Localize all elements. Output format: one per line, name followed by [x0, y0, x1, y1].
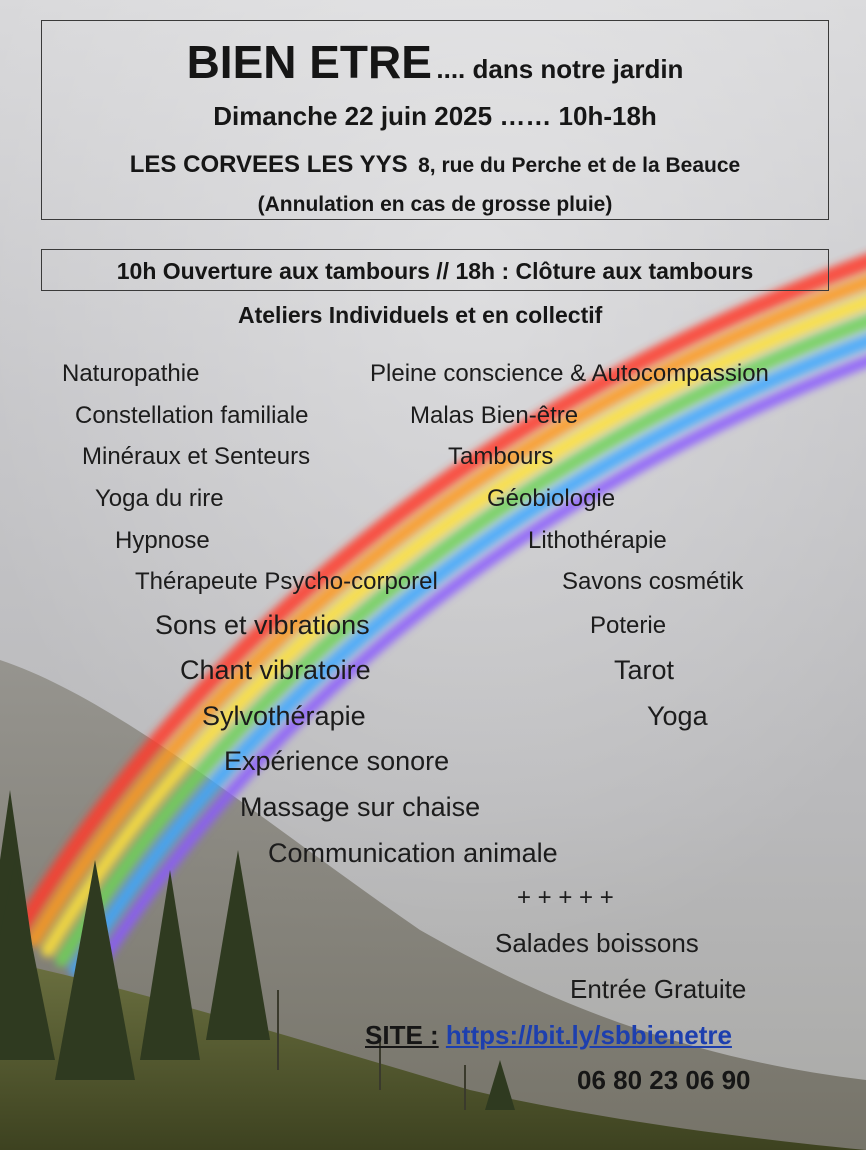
- free-entry: Entrée Gratuite: [570, 974, 747, 1004]
- activity-left: Communication animale: [268, 838, 558, 868]
- activity-left: Constellation familiale: [75, 402, 309, 429]
- activity-left: Thérapeute Psycho-corporel: [135, 568, 438, 595]
- activity-right: Tambours: [448, 443, 554, 470]
- activity-right: Malas Bien-être: [410, 402, 579, 429]
- activity-left: Chant vibratoire: [180, 655, 371, 685]
- activity-left: Hypnose: [115, 527, 210, 554]
- event-title-suffix: .... dans notre jardin: [436, 54, 684, 84]
- header-box: [41, 20, 829, 220]
- event-title: BIEN ETRE: [186, 36, 432, 88]
- activity-right: Yoga: [647, 701, 708, 731]
- activity-right: Lithothérapie: [528, 527, 667, 554]
- activity-right: Géobiologie: [487, 485, 616, 512]
- schedule-text: 10h Ouverture aux tambours // 18h : Clôture aux tambours: [116, 258, 754, 284]
- activity-left: Minéraux et Senteurs: [82, 443, 311, 470]
- title-line: [42, 35, 828, 89]
- activity-right: Pleine conscience & Autocompassion: [370, 360, 769, 387]
- event-address: 8, rue du Perche et de la Beauce: [418, 154, 741, 177]
- activity-left: Massage sur chaise: [240, 792, 481, 822]
- phone-number: 06 80 23 06 90: [577, 1065, 751, 1095]
- site-label: SITE :: [365, 1020, 439, 1050]
- site-line: [365, 1020, 732, 1051]
- activity-right: Poterie: [590, 612, 667, 639]
- event-location: [42, 151, 828, 179]
- food-drinks: Salades boissons: [495, 928, 699, 958]
- plus-separator: + + + + +: [517, 884, 614, 911]
- activity-left: Yoga du rire: [95, 485, 224, 512]
- cancellation-note: (Annulation en cas de grosse pluie): [257, 193, 613, 216]
- activity-right: Savons cosmétik: [562, 568, 744, 595]
- workshops-heading: Ateliers Individuels et en collectif: [238, 302, 603, 328]
- event-date: Dimanche 22 juin 2025 …… 10h-18h: [213, 101, 657, 131]
- schedule-box: [41, 249, 829, 291]
- activity-right: Tarot: [614, 655, 675, 685]
- activity-left: Expérience sonore: [224, 746, 450, 776]
- site-link[interactable]: https://bit.ly/sbbienetre: [445, 1020, 732, 1050]
- event-place: LES CORVEES LES YYS: [129, 151, 408, 178]
- activity-left: Sylvothérapie: [202, 701, 366, 731]
- activity-left: Naturopathie: [62, 360, 200, 387]
- activity-left: Sons et vibrations: [155, 610, 370, 640]
